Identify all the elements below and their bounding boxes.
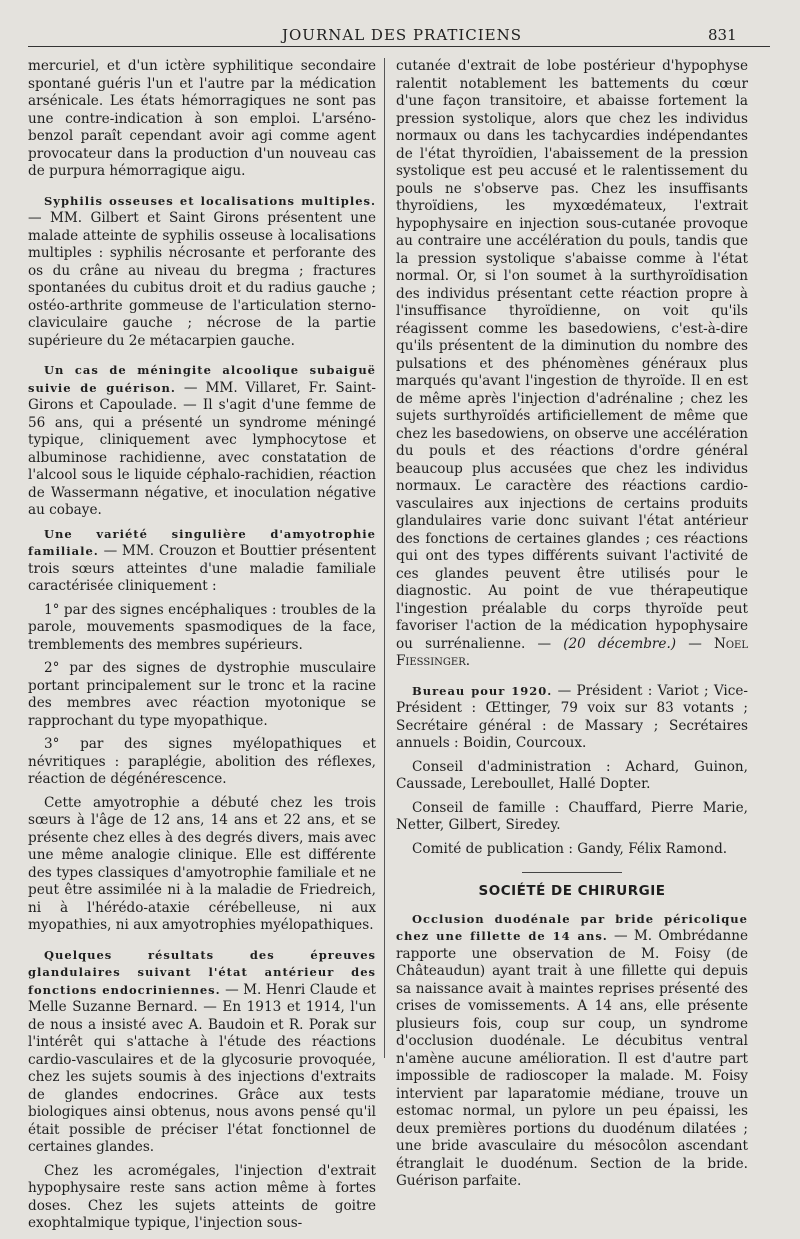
section-rule [522, 872, 622, 873]
page-header [0, 0, 800, 56]
column-divider [384, 58, 385, 1058]
session-date: (20 décembre.) [563, 635, 677, 652]
journal-title: JOURNAL DES PRATICIENS [282, 26, 523, 44]
article-body: — MM. Crouzon et Bouttier présentent trois sœurs atteintes d'une maladie familiale caractérisée cliniquement : [28, 543, 376, 594]
article-body: — MM. Gilbert et Saint Girons présentent une malade atteinte de syphilis osseuse à localisations multiples : syphilis nécrosante et perforante des os du crâne au niveau du bregma ; fractures spontanées du cubitus droit et du radius gauche ; ostéo-arthrite gommeuse de l'articulation sterno-claviculaire gauche ; nécrose de la partie supérieure du 2e métacarpien gauche. [28, 210, 376, 349]
article-amyotrophie [28, 526, 376, 596]
article-epreuves-glandulaires [28, 947, 376, 1157]
right-column [396, 58, 748, 1197]
conseil-famille: Conseil de famille : Chauffard, Pierre Marie, Netter, Gilbert, Siredey. [396, 799, 748, 833]
bureau-1920 [396, 683, 748, 753]
amyotrophie-point-1: 1° par des signes encéphaliques : troubles de la parole, mouvements spasmodiques de la face, tremblements des membres supérieurs. [28, 601, 376, 653]
epreuves-continuation: cutanée d'extrait de lobe postérieur d'hypophyse ralentit notablement les battements du cœur d'une façon transitoire, et abaisse fortement la pression systolique, alors que chez les individus normaux ou dans les tachycardies indépendantes de l'état thyroïdien, l'abaissement de la pression systolique est peu accusé et le ralentissement du pouls ne s'observe pas. Chez les insuffisants thyroïdiens, les myxœdémateux, l'extrait hypophysaire en injection sous-cutanée provoque au contraire une accélération du pouls, tandis que la pression systolique s'abaisse comme à l'état normal. Or, si l'on soumet à la surthyroïdisation des individus présentant cette réaction propre à l'insuffisance thyroïdienne, on voit qu'ils réagissent comme les basedowiens, c'est-à-dire qu'ils présentent de la diminution du nombre des pulsations et des phénomènes généraux plus marqués qu'avant l'ingestion de thyroïde. Il en est de même après l'injection d'adrénaline ; chez les sujets surthyroïdés artificiellement de même que chez les basedowiens, on observe une accélération du pouls et des réactions d'ordre général beaucoup plus accusées que chez les individus normaux. Le caractère des réactions cardio-vasculaires aux injections de certains produits glandulaires varie donc suivant l'état antérieur des fonctions de certaines glandes ; ces réactions qui ont des types différents suivant l'activité de ces glandes peuvent être utilisés pour le diagnostic. Au point de vue thérapeutique l'ingestion préalable du corps thyroïde peut favoriser l'action de la médication hypophysaire ou surrénalienne. — (20 décembre.) — Noel Fiessinger. [396, 58, 748, 669]
article-body: — MM. Villaret, Fr. Saint-Girons et Capoulade. — Il s'agit d'une femme de 56 ans, qui a présenté un syndrome méningé typique, cliniquement avec lymphocytose et albuminose rachidienne, avec constatation de l'alcool sous le liquide céphalo-rachidien, réaction de Wassermann négative, et inoculation négative au cobaye. [28, 379, 377, 518]
comite-publication: Comité de publication : Gandy, Félix Ramond. [412, 840, 728, 857]
conseil-administration: Conseil d'administration : Achard, Guinon, Caussade, Lereboullet, Hallé Dopter. [396, 758, 748, 792]
article-heading: Syphilis osseuses et localisations multiples. [44, 193, 376, 208]
amyotrophie-conclusion: Cette amyotrophie a débuté chez les trois sœurs à l'âge de 12 ans, 14 ans et 22 ans, et se présente chez elles à des degrés divers, mais avec une même analogie clinique. Elle est différente des types classiques d'amyotrophie familiale et ne peut être assimilée ni à la maladie de Friedreich, ni à l'hérédo-ataxie cérébelleuse, ni aux myopathies, ni aux amyotrophies myélopathiques. [28, 794, 376, 933]
paragraph-arsenic: mercuriel, et d'un ictère syphilitique secondaire spontané guéris l'un et l'autre par la médication arsénicale. Les états hémorragiques ne sont pas une contre-indication à son emploi. L'arséno-benzol paraît cependant avoir agi comme agent provocateur dans la production d'un nouveau cas de purpura hémorragique aigu. [28, 58, 376, 179]
section-title: SOCIÉTÉ DE CHIRURGIE [478, 883, 666, 899]
left-column [28, 58, 376, 1239]
article-heading: Quelques résultats des épreuves glandulaires suivant l'état antérieur des fonctions endocriniennes. [28, 947, 376, 997]
amyotrophie-point-3: 3° par des signes myélopathiques et névritiques : paraplégie, abolition des réflexes, réaction de dégénérescence. [28, 736, 376, 787]
article-heading: Une variété singulière d'amyotrophie familiale. [28, 526, 376, 558]
header-rule [28, 46, 770, 47]
article-occlusion-duodenale [396, 911, 748, 1191]
article-meningite [28, 362, 376, 520]
author-signature: Noel Fiessinger. [396, 635, 748, 669]
article-heading: Un cas de méningite alcoolique subaiguë suivie de guérison. [28, 363, 376, 395]
continuation-text: cutanée d'extrait de lobe postérieur d'hypophyse ralentit notablement les battements du cœur d'une façon transitoire, et abaisse fortement la pression systolique, alors que chez les individus normaux ou dans les tachycardies indépendantes de l'état thyroïdien, l'abaissement de la pression systolique est peu accusé et le ralentissement du pouls ne s'observe pas. Chez les insuffisants thyroïdiens, les myxœdémateux, l'extrait hypophysaire en injection sous-cutanée provoque au contraire une accélération du pouls, tandis que la pression systolique s'abaisse comme à l'état normal. Or, si l'on soumet à la surthyroïdisation des individus présentant cette réaction propre à l'insuffisance thyroïdienne, on voit qu'ils réagissent comme les basedowiens, c'est-à-dire qu'ils présentent de la diminution du nombre des pulsations et des phénomènes généraux plus marqués qu'avant l'ingestion de thyroïde. Il en est de même après l'injection d'adrénaline ; chez les sujets surthyroïdés artificiellement de même que chez les basedowiens, on observe une accélération du pouls et des réactions d'ordre général beaucoup plus accusées que chez les individus normaux. Le caractère des réactions cardio-vasculaires aux injections de certains produits glandulaires varie donc suivant l'état antérieur des fonctions de certaines glandes ; ces réactions qui ont des types différents suivant l'activité de ces glandes peuvent être utilisés pour le diagnostic. Au point de vue thérapeutique l'ingestion préalable du corps thyroïde peut favoriser l'action de la médication hypophysaire ou surrénalienne. [396, 58, 748, 652]
amyotrophie-point-2: 2° par des signes de dystrophie musculaire portant principalement sur le tronc et la racine des membres avec réaction myotonique se rapprochant du type myopathique. [28, 660, 376, 729]
article-heading: Occlusion duodénale par bride péricolique chez une fillette de 14 ans. [396, 911, 748, 943]
article-syphilis-osseuses [28, 193, 376, 351]
epreuves-paragraph-2: Chez les acromégales, l'injection d'extrait hypophysaire reste sans action même à fortes doses. Chez les sujets atteints de goitre exophtalmique typique, l'injection sous- [28, 1162, 376, 1231]
article-body: — M. Henri Claude et Melle Suzanne Bernard. — En 1913 et 1914, l'un de nous a insisté avec A. Baudoin et R. Porak sur l'intérêt qui s'attache à l'étude des réactions cardio-vasculaires et de la glycosurie provoquée, chez les sujets soumis à des injections d'extraits de glandes endocrines. Grâce aux tests biologiques ainsi obtenus, nous avons pensé qu'il était possible de préciser l'état fonctionnel de certaines glandes. [28, 981, 376, 1155]
bureau-body: — Président : Variot ; Vice-Président : Œttinger, 79 voix sur 83 votants ; Secrétaire général : de Massary ; Secrétaires annuels : Boidin, Courcoux. [396, 682, 749, 751]
bureau-heading: Bureau pour 1920. [412, 683, 553, 698]
article-body: — M. Ombrédanne rapporte une observation de M. Foisy (de Châteaudun) ayant trait à une fillette qui depuis sa naissance avait à maintes reprises présenté des crises de vomissements. A 14 ans, elle présente plusieurs fois, coup sur coup, un syndrome d'occlusion duodénale. Le décubitus ventral n'amène aucune amélioration. Il est d'autre part impossible de radioscoper la malade. M. Foisy intervient par laparatomie médiane, trouve un estomac normal, un pylore un peu épaissi, les deux premières portions du duodénum dilatées ; une bride avasculaire du mésocôlon ascendant étranglait le duodénum. Section de la bride. Guérison parfaite. [396, 928, 748, 1189]
page-number: 831 [708, 26, 737, 44]
